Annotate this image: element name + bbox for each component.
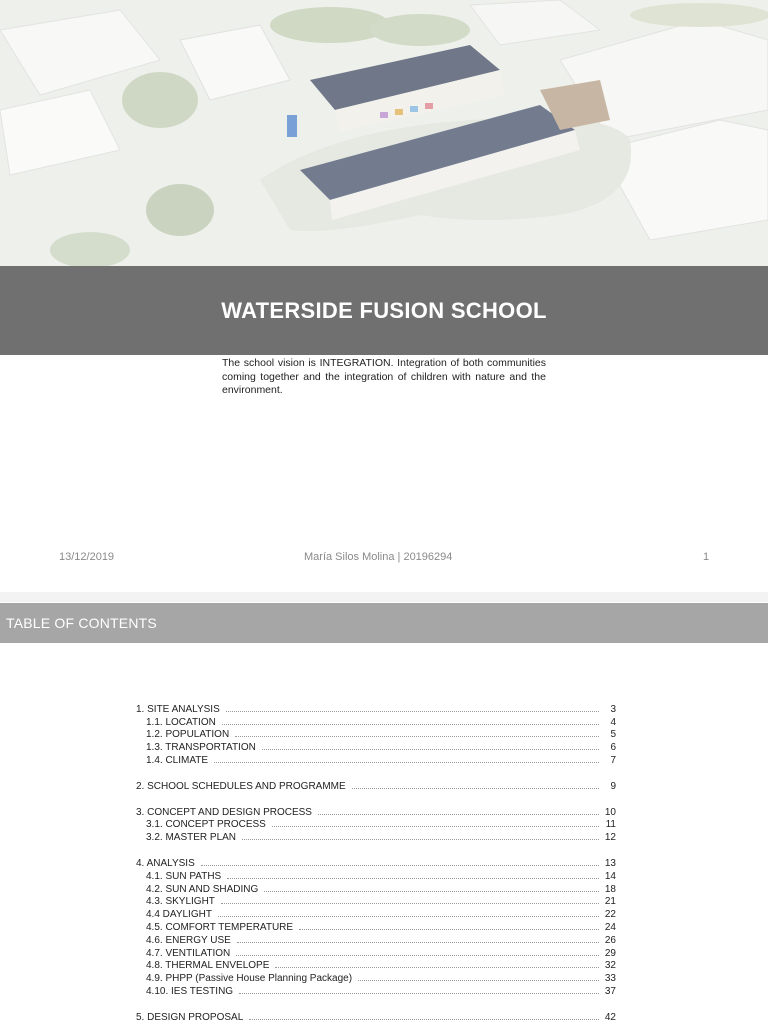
toc-entry-page: 13	[604, 857, 616, 869]
toc-entry-page: 4	[610, 716, 616, 728]
toc-entry-label: 4.6. ENERGY USE	[146, 934, 231, 946]
toc-entry[interactable]	[136, 728, 616, 741]
toc-entry[interactable]	[136, 933, 616, 946]
toc-dot-leader	[218, 916, 599, 917]
toc-entry-page: 24	[604, 921, 616, 933]
toc-dot-leader	[222, 724, 599, 725]
toc-dot-leader	[239, 993, 599, 994]
toc-entry-page: 9	[610, 780, 616, 792]
toc-dot-leader	[226, 711, 599, 712]
vision-statement: The school vision is INTEGRATION. Integration of both communities coming together and the integration of children with nature and the environment.	[222, 357, 546, 396]
toc-entry-label: 4.9. PHPP (Passive House Planning Package)	[146, 973, 353, 985]
document-title: WATERSIDE FUSION SCHOOL	[221, 297, 547, 323]
toc-entry-label: 3.2. MASTER PLAN	[146, 832, 237, 844]
footer-date: 13/12/2019	[59, 551, 115, 563]
toc-entry[interactable]	[136, 818, 616, 831]
toc-entry-page: 7	[610, 754, 616, 766]
toc-dot-leader	[214, 762, 599, 763]
toc-entry[interactable]	[136, 869, 616, 882]
toc-dot-leader	[358, 980, 599, 981]
toc-entry-label: 4.5. COMFORT TEMPERATURE	[146, 921, 294, 933]
toc-dot-leader	[299, 929, 599, 930]
toc-entry-page: 33	[604, 973, 616, 985]
toc-entry-page: 26	[604, 934, 616, 946]
toc-entry[interactable]	[136, 779, 616, 792]
toc-dot-leader	[201, 865, 599, 866]
toc-entry-page: 12	[604, 832, 616, 844]
toc-entry-label: 5. DESIGN PROPOSAL	[136, 1011, 244, 1023]
school-aerial-illustration	[0, 0, 768, 266]
toc-dot-leader	[242, 839, 599, 840]
title-banner	[0, 266, 768, 355]
toc-entry-page: 29	[604, 947, 616, 959]
toc-entry-label: 4.10. IES TESTING	[146, 985, 234, 997]
toc-entry-label: 4. ANALYSIS	[136, 857, 195, 869]
toc-entry-page: 37	[604, 985, 616, 997]
toc-entry-page: 3	[610, 703, 616, 715]
toc-entry-label: 1.1. LOCATION	[146, 716, 216, 728]
toc-heading: TABLE OF CONTENTS	[6, 615, 157, 631]
toc-entry-label: 4.3. SKYLIGHT	[146, 896, 215, 908]
toc-dot-leader	[227, 878, 599, 879]
toc-entry[interactable]	[136, 920, 616, 933]
toc-entry-label: 2. SCHOOL SCHEDULES AND PROGRAMME	[136, 780, 346, 792]
toc-entry-page: 21	[604, 896, 616, 908]
toc-entry[interactable]	[136, 740, 616, 753]
toc-entry-label: 1.4. CLIMATE	[146, 754, 209, 766]
toc-entry-label: 3. CONCEPT AND DESIGN PROCESS	[136, 806, 312, 818]
toc-dot-leader	[237, 942, 599, 943]
footer-page-number: 1	[703, 551, 710, 563]
toc-entry[interactable]	[136, 856, 616, 869]
toc-entry[interactable]	[136, 984, 616, 997]
footer-author: María Silos Molina | 20196294	[304, 551, 453, 563]
toc-entry-label: 3.1. CONCEPT PROCESS	[146, 819, 266, 831]
toc-entry[interactable]	[136, 830, 616, 843]
toc-dot-leader	[236, 955, 599, 956]
toc-entry[interactable]	[136, 907, 616, 920]
toc-entry[interactable]	[136, 971, 616, 984]
aerial-render-image	[0, 0, 768, 266]
toc-dot-leader	[249, 1019, 599, 1020]
toc-entry[interactable]	[136, 946, 616, 959]
toc-entry[interactable]	[136, 805, 616, 818]
toc-list	[136, 702, 616, 1023]
toc-header-band	[0, 603, 768, 643]
toc-entry-label: 4.1. SUN PATHS	[146, 870, 222, 882]
toc-dot-leader	[352, 788, 599, 789]
toc-dot-leader	[264, 891, 599, 892]
toc-entry[interactable]	[136, 753, 616, 766]
page-separator	[0, 592, 768, 602]
toc-entry-page: 11	[605, 819, 616, 831]
toc-entry-label: 1.3. TRANSPORTATION	[146, 742, 256, 754]
toc-entry[interactable]	[136, 959, 616, 972]
toc-entry-label: 4.4 DAYLIGHT	[146, 909, 212, 921]
toc-entry-label: 4.7. VENTILATION	[146, 947, 231, 959]
toc-page	[0, 602, 768, 1024]
toc-entry[interactable]	[136, 702, 616, 715]
toc-entry[interactable]	[136, 895, 616, 908]
toc-entry-page: 42	[604, 1011, 616, 1023]
toc-entry[interactable]	[136, 882, 616, 895]
toc-entry-label: 1.2. POPULATION	[146, 729, 230, 741]
toc-entry-page: 32	[604, 960, 616, 972]
toc-dot-leader	[221, 903, 599, 904]
toc-entry[interactable]	[136, 715, 616, 728]
toc-dot-leader	[272, 826, 599, 827]
toc-entry-page: 6	[610, 742, 616, 754]
toc-dot-leader	[235, 736, 599, 737]
toc-entry-page: 22	[604, 909, 616, 921]
toc-entry[interactable]	[136, 1010, 616, 1023]
toc-dot-leader	[318, 814, 599, 815]
toc-entry-page: 18	[604, 883, 616, 895]
toc-entry-label: 4.2. SUN AND SHADING	[146, 883, 259, 895]
toc-entry-page: 10	[604, 806, 616, 818]
toc-entry-page: 14	[604, 870, 616, 882]
toc-entry-label: 1. SITE ANALYSIS	[136, 703, 220, 715]
toc-dot-leader	[275, 967, 599, 968]
toc-dot-leader	[262, 749, 599, 750]
toc-entry-page: 5	[610, 729, 616, 741]
toc-entry-label: 4.8. THERMAL ENVELOPE	[146, 960, 270, 972]
